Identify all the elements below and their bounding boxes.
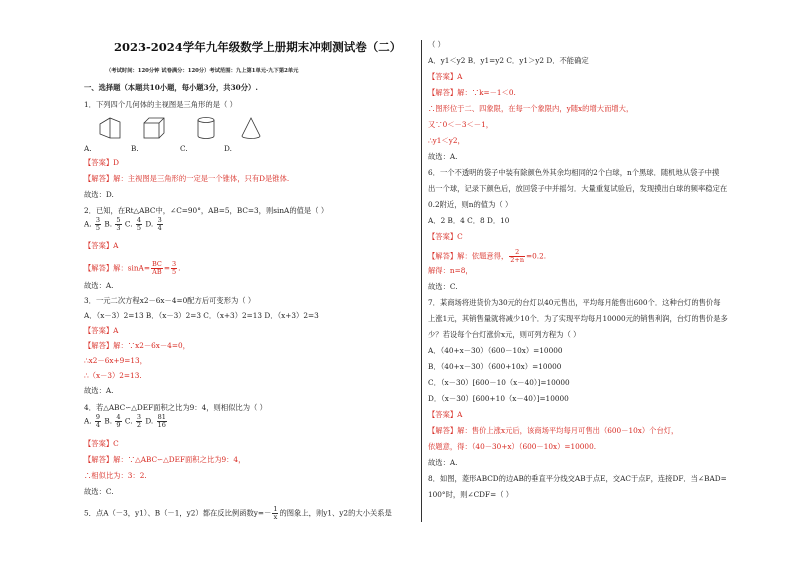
q3-answer: 【答案】A xyxy=(84,326,119,335)
q1-answer: 【答案】D xyxy=(84,158,120,167)
q7-step-2: 依题意，得：（40－30+x）（600－10x）=10000. xyxy=(428,442,597,451)
q3-step-2: ∴x2－6x+9=13， xyxy=(84,356,147,365)
q4-step-2: ∴相似比为：3：2. xyxy=(84,471,147,480)
q2-option-b-fraction: $\frac{5}{3}$ xyxy=(116,216,121,232)
q2-option-c-fraction: $\frac{4}{5}$ xyxy=(136,216,141,232)
q5-step-3: 又∵0＜－3＜－1， xyxy=(428,120,494,129)
q3-options: A．（x－3）2=13 B．（x－3）2=3 C．（x+3）2=13 D．（x+3）2=3 xyxy=(84,311,319,320)
q7-conclusion: 故选：A. xyxy=(428,458,458,467)
question-6-line-2: 出一个球，记录下颜色后，放回袋子中并摇匀．大量重复试验后，发现摸出白球的频率稳定在 xyxy=(428,184,728,193)
q2-conclusion: 故选：A. xyxy=(84,281,114,290)
cone-figure xyxy=(239,116,263,140)
q2-option-b-label: B. xyxy=(104,219,113,229)
q7-step-1: 【解答】解：售价上涨x元后，该商场平均每月可售出（600－10x）个台灯， xyxy=(428,426,679,435)
question-3: 3．一元二次方程x2－6x－4=0配方后可变形为（ ） xyxy=(84,296,256,305)
cube-figure xyxy=(142,116,166,140)
q4-options xyxy=(84,414,168,429)
triangular-prism-figure xyxy=(98,116,122,140)
q4-option-c-label: C. xyxy=(124,416,133,426)
q7-option-b: B．（40+x－30）（600+10x）=10000 xyxy=(428,362,562,371)
q5-options: A．y1＜y2 B．y1=y2 C．y1＞y2 D．不能确定 xyxy=(428,56,589,65)
q1-option-b: B. xyxy=(131,144,139,153)
question-7-line-3: 少？若设每个台灯涨价x元，则可列方程为（ ） xyxy=(428,330,581,339)
question-5: 5．点A（－3，y1）、B（－1，y2）都在反比例函数y=－ $\frac{1}{x}$ 的图象上，则y1、y2的大小关系是 xyxy=(84,505,392,521)
section-heading: 一、选择题（本题共10小题，每小题3分，共30分）. xyxy=(84,83,258,92)
q1-option-c: C. xyxy=(180,144,188,153)
q7-option-c: C．（x－30）[600－10（x－40）]=10000 xyxy=(428,378,570,387)
question-1: 1．下列四个几何体的主视图是三角形的是（ ） xyxy=(84,100,237,109)
q4-conclusion: 故选：C. xyxy=(84,487,114,496)
q2-option-a-fraction: $\frac{3}{5}$ xyxy=(95,216,101,232)
q2-option-d-fraction: $\frac{3}{4}$ xyxy=(157,216,162,232)
q5-step-1: 【解答】解：∵k=－1＜0. xyxy=(428,88,516,97)
q5-step-4: ∴y1＜y2， xyxy=(428,136,465,145)
question-7-line-2: 上涨1元，其销售量就将减少10个．为了实现平均每月10000元的销售利润，台灯的售价是多 xyxy=(428,314,728,323)
q5-fraction: $\frac{1}{x}$ xyxy=(273,505,278,521)
q6-step-1: 【解答】解：依题意得， $\frac{2}{2+n}$ =0.2. xyxy=(428,248,547,264)
q5-step-2: ∴图形位于二、四象限，在每一个象限内，y随x的增大而增大， xyxy=(428,104,634,113)
q1-conclusion: 故选：D. xyxy=(84,190,114,199)
q2-analysis-fraction-2: $\frac{3}{5}$ xyxy=(171,260,177,276)
question-8-line-2: 100°时，则∠CDF=（ ） xyxy=(428,490,514,499)
question-4: 4．若△ABC∽△DEF面积之比为9：4，则相似比为（ ） xyxy=(84,403,267,412)
q3-step-1: 【解答】解：∵x2－6x－4=0， xyxy=(84,341,190,350)
q7-option-a: A．（40+x－30）（600－10x）=10000 xyxy=(428,346,563,355)
q2-analysis: 【解答】解：sinA= $\frac{BC}{AB}$ = $\frac{3}{5}$ . xyxy=(84,260,181,276)
q2-answer: 【答案】A xyxy=(84,241,119,250)
q6-answer: 【答案】C xyxy=(428,232,463,241)
q2-analysis-fraction-1: $\frac{BC}{AB}$ xyxy=(151,260,162,276)
exam-info: （考试时间：120分钟 试卷满分：120分）考试范围：九上第1单元-九下第2单元 xyxy=(106,68,299,74)
cylinder-figure xyxy=(194,116,218,140)
q6-conclusion: 故选：C. xyxy=(428,282,458,291)
q5-blank: （ ） xyxy=(428,40,445,49)
q2-option-c-label: C. xyxy=(124,219,133,229)
q1-option-a: A. xyxy=(84,144,92,153)
q5-answer: 【答案】A xyxy=(428,72,463,81)
q4-option-a-label: A. xyxy=(84,416,92,426)
question-2: 2．已知，在Rt△ABC中，∠C=90°，AB=5，BC=3，则sinA的值是（ ） xyxy=(84,206,329,215)
q2-options xyxy=(84,217,164,232)
q4-option-c-fraction: $\frac{3}{2}$ xyxy=(136,413,141,429)
q4-option-b-label: B. xyxy=(104,416,113,426)
q4-step-1: 【解答】解：∵△ABC∽△DEF面积之比为9：4， xyxy=(84,455,246,464)
question-7-line-1: 7．某商场将进货价为30元的台灯以40元售出，平均每月能售出600个．这种台灯的售价每 xyxy=(428,298,721,307)
q4-option-d-label: D. xyxy=(145,416,154,426)
q3-conclusion: 故选：A. xyxy=(84,386,114,395)
q4-option-b-fraction: $\frac{4}{9}$ xyxy=(116,413,121,429)
q3-step-3: ∴（x－3）2=13. xyxy=(84,371,142,380)
q7-option-d: D．（x－30）[600+10（x－40）]=10000 xyxy=(428,394,569,403)
q7-answer: 【答案】A xyxy=(428,410,463,419)
exam-title: 2023-2024学年九年级数学上册期末冲刺测试卷（二） xyxy=(114,40,402,54)
question-8-line-1: 8．如图，菱形ABCD的边AB的垂直平分线交AB于点E，交AC于点F，连接DF．当∠BAD= xyxy=(428,474,727,483)
q2-option-d-label: D. xyxy=(145,219,154,229)
q6-step-2: 解得：n=8， xyxy=(428,266,473,275)
q4-option-a-fraction: $\frac{9}{4}$ xyxy=(95,413,101,429)
q1-analysis: 【解答】解：主视图是三角形的一定是一个锥体，只有D是锥体. xyxy=(84,174,290,183)
q4-answer: 【答案】C xyxy=(84,439,119,448)
q4-option-d-fraction: $\frac{81}{16}$ xyxy=(157,413,166,429)
q5-conclusion: 故选：A. xyxy=(428,152,458,161)
column-divider xyxy=(421,40,422,522)
q1-option-d: D. xyxy=(224,144,232,153)
question-6-line-3: 0.2附近，则n的值为（ ） xyxy=(428,200,513,209)
q6-options: A．2 B．4 C．8 D．10 xyxy=(428,216,510,225)
q6-fraction: $\frac{2}{2+n}$ xyxy=(510,248,525,264)
q2-option-a-label: A. xyxy=(84,219,92,229)
question-6-line-1: 6．一个不透明的袋子中装有除颜色外其余均相同的2个白球，n个黑球．随机地从袋子中摸 xyxy=(428,168,720,177)
